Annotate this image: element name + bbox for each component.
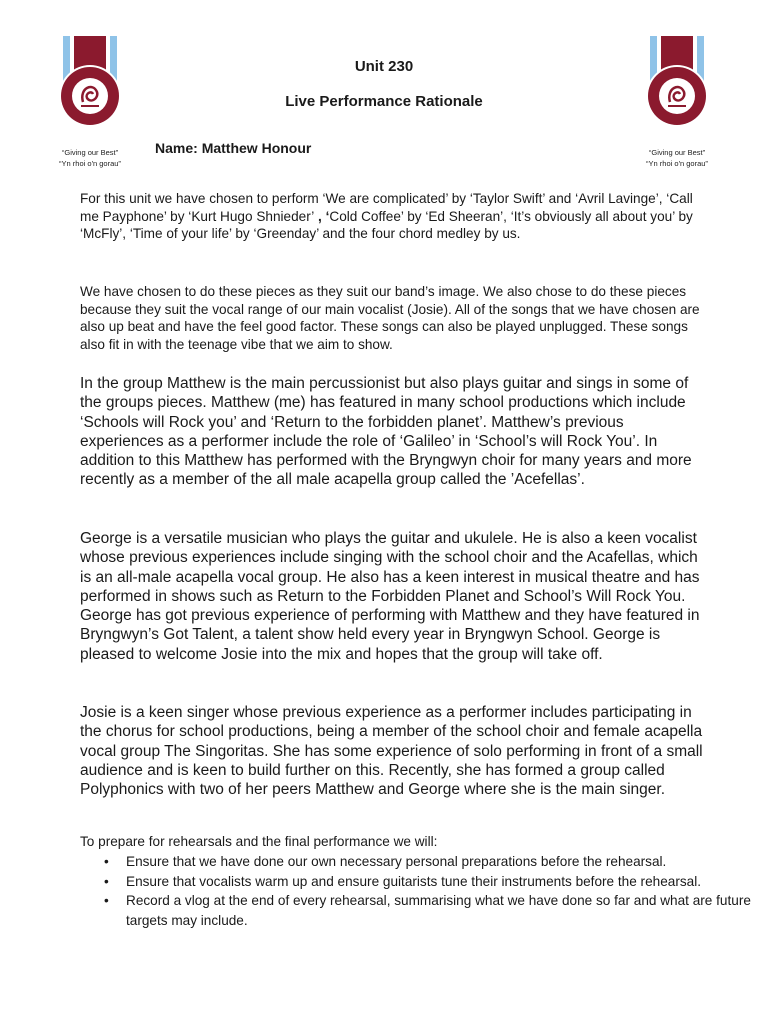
- list-item: • Ensure that vocalists warm up and ensure guitarists tune their instruments before the rehearsal.: [126, 872, 756, 892]
- school-crest-icon: [59, 36, 121, 146]
- preparation-list: [80, 852, 756, 930]
- motto-welsh: “Yn rhoi o'n gorau”: [59, 159, 121, 168]
- paragraph-song-rationale: We have chosen to do these pieces as they suit our band’s image. We also chose to do these pieces because they suit the vocal range of our main vocalist (Josie). All of the songs that we have chosen are also up beat and have the feel good factor. These songs can also be played unplugged. These songs also fit in with the teenage vibe that we aim to show.: [80, 284, 700, 352]
- paragraph-text: Cold Coffee’ by ‘Ed Sheeran’, ‘It’s obviously all about you’ by ‘McFly’, ‘Time of your life’ by ‘Greenday’ and the four chord medley by us.: [80, 208, 693, 241]
- school-crest-icon: [646, 36, 708, 146]
- list-item: • Record a vlog at the end of every rehearsal, summarising what we have done so far and what are future targets may include.: [126, 891, 756, 930]
- motto-english: “Giving our Best”: [61, 148, 119, 157]
- unit-heading: Unit 230: [354, 58, 414, 75]
- list-item: • Ensure that we have done our own necessary personal preparations before the rehearsal.: [126, 852, 756, 872]
- motto-welsh: “Yn rhoi o'n gorau”: [646, 159, 708, 168]
- bold-punctuation: , ‘: [314, 208, 330, 224]
- paragraph-george: George is a versatile musician who plays the guitar and ukulele. He is also a keen vocalist whose previous experiences include singing with the school choir and the Acafellas, which is an all-male acapella vocal group. He also has a keen interest in musical theatre and has performed in shows such as Return to the Forbidden Planet and School’s Will Rock You. George has got previous experience of performing with Matthew and they have featured in Bryngwyn’s Got Talent, a talent show held every year in Bryngwyn School. George is pleased to welcome Josie into the mix and hopes that the group will take off.: [80, 530, 700, 663]
- paragraph-josie: Josie is a keen singer whose previous experience as a performer includes participating in the chorus for school productions, being a member of the school choir and female acapella vocal group The Singoritas. She has some experience of solo performing in front of a small audience and is keen to build further on this. Recently, she has formed a group called Polyphonics with two of her peers Matthew and George where she is the main singer.: [80, 704, 703, 799]
- paragraph-text: For this unit we have chosen to perform ‘We are complicated’ by ‘Taylor Swift’ and ‘Avril Lavinge’, ‘Call me Payphone’ by ‘Kurt Hugo Shnieder’: [80, 191, 693, 224]
- student-name: Matthew Honour: [201, 140, 312, 156]
- name-label: Name:: [155, 140, 198, 156]
- motto-english: “Giving our Best”: [648, 148, 706, 157]
- paragraph-song-choices: [80, 190, 710, 243]
- document-title: Live Performance Rationale: [285, 93, 483, 110]
- paragraph-matthew: In the group Matthew is the main percussionist but also plays guitar and sings in some of the groups pieces. Matthew (me) has featured in many school productions which include ‘Schools will Rock you’ and ‘Return to the forbidden planet’. Matthew’s previous experiences as a performer include the role of ‘Galileo’ in ‘School’s will Rock You’. In addition to this Matthew has performed with the Bryngwyn choir for many years and more recently as a member of the all male acapella group called the ’Acefellas’.: [80, 375, 692, 489]
- student-name-line: [155, 140, 311, 156]
- paragraph-preparation-intro: To prepare for rehearsals and the final performance we will:: [80, 834, 438, 849]
